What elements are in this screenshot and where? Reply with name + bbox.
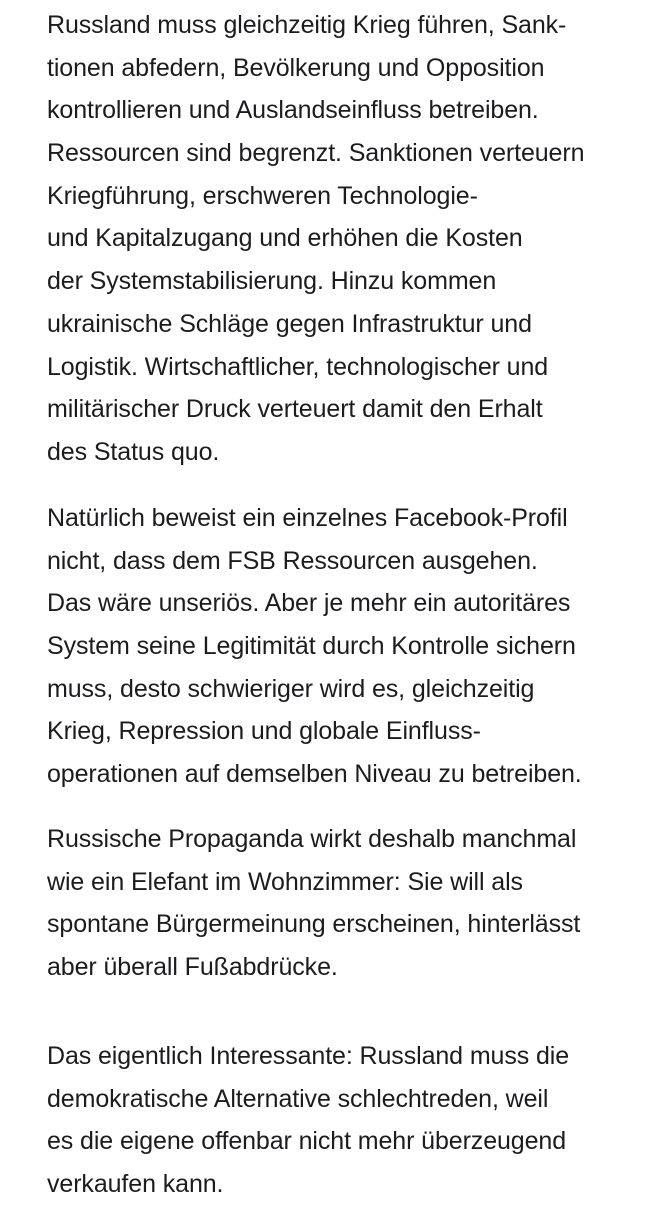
text-line: Logistik. Wirtschaftlicher, technologischer und [47,352,549,381]
text-line: Das wäre unseriös. Aber je mehr ein autoritäres [47,589,571,618]
text-line: und Kapitalzugang und erhöhen die Kosten [47,224,523,253]
text-line: tionen abfedern, Bevölkerung und Opposition [47,53,545,82]
text-line: muss, desto schwieriger wird es, gleichzeitig [47,674,535,703]
text-line: demokratische Alternative schlechtreden, weil [47,1084,549,1113]
text-line: kontrollieren und Auslandseinfluss betreiben. [47,96,539,125]
text-line: Krieg, Repression und globale Einfluss- [47,717,481,746]
text-line: ukrainische Schläge gegen Infrastruktur und [47,309,532,338]
text-line: es die eigene offenbar nicht mehr überzeugend [47,1127,567,1156]
text-line: aber überall Fußabdrücke. [47,953,338,982]
text-line: militärischer Druck verteuert damit den Erhalt [47,395,543,424]
text-line: Russland muss gleichzeitig Krieg führen, Sank- [47,11,567,39]
text-line: verkaufen kann. [47,1170,224,1199]
text-line: der Systemstabilisierung. Hinzu kommen [47,267,497,296]
paragraph-3 [47,818,580,989]
text-line: operationen auf demselben Niveau zu betreiben. [47,760,582,789]
text-line: Natürlich beweist ein einzelnes Facebook-Profil [47,504,568,532]
text-line: System seine Legitimität durch Kontrolle sichern [47,632,576,661]
paragraph-4 [47,1035,569,1206]
text-line: des Status quo. [47,437,220,466]
text-line: Das eigentlich Interessante: Russland muss die [47,1042,570,1070]
paragraph-1 [47,4,584,474]
paragraph-2 [47,497,582,796]
text-line: Kriegführung, erschweren Technologie- [47,181,478,210]
text-line: Ressourcen sind begrenzt. Sanktionen verteuern [47,139,585,168]
text-line: Russische Propaganda wirkt deshalb manchmal [47,825,577,853]
text-line: nicht, dass dem FSB Ressourcen ausgehen. [47,546,538,575]
text-line: spontane Bürgermeinung erscheinen, hinterlässt [47,910,581,939]
text-line: wie ein Elefant im Wohnzimmer: Sie will als [47,867,523,896]
